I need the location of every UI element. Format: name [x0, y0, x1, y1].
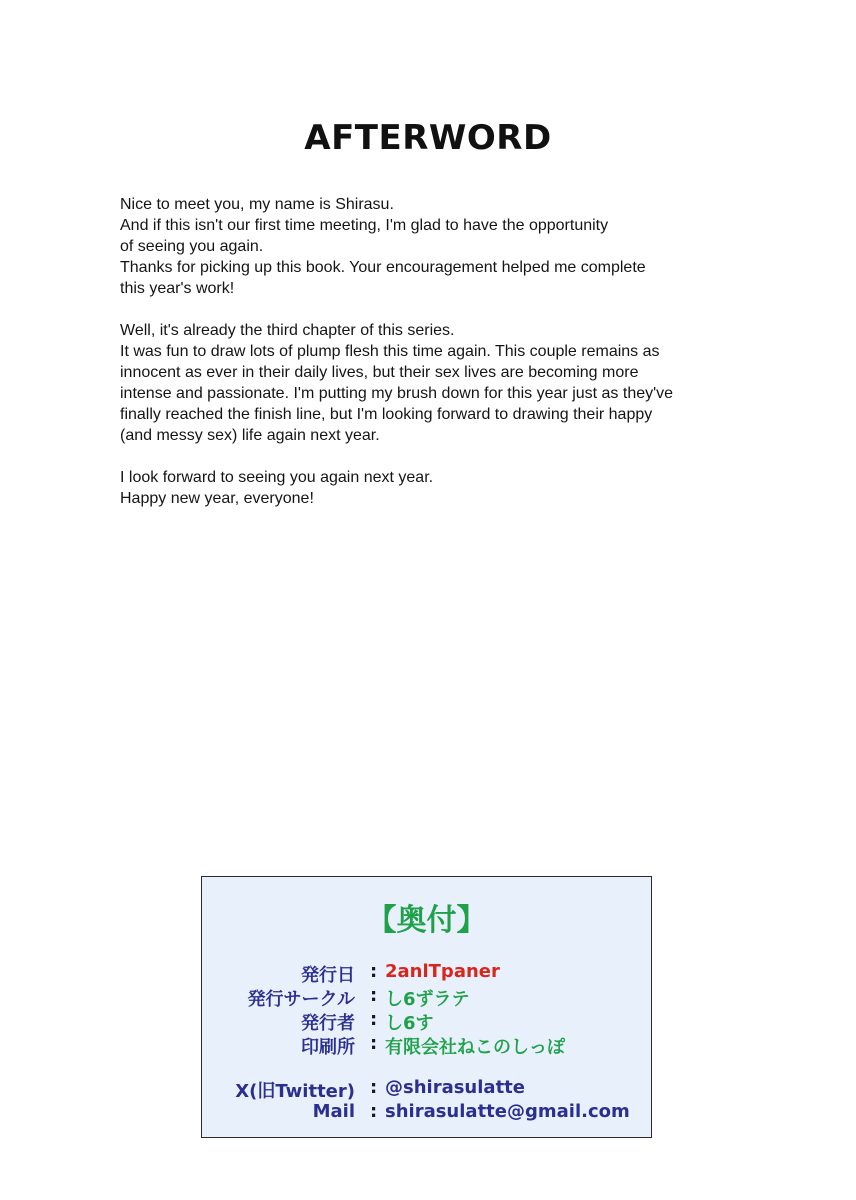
colophon-title: 【奥付】	[366, 903, 487, 938]
email-address: shirasulatte@gmail.com	[385, 1101, 630, 1122]
text-line: Thanks for picking up this book. Your encouragement helped me complete	[120, 259, 646, 276]
row-separator: :	[370, 1009, 378, 1030]
colophon-row-twitter	[202, 1077, 651, 1101]
text-line: innocent as ever in their daily lives, but their sex lives are becoming more	[120, 364, 639, 381]
text-line: this year's work!	[120, 280, 235, 297]
colophon-box	[201, 876, 652, 1138]
row-separator: :	[370, 1101, 378, 1122]
paragraph-1	[120, 194, 760, 299]
paragraph-3	[120, 467, 760, 509]
row-label: Mail	[312, 1101, 355, 1122]
colophon-row-printer	[202, 1033, 651, 1057]
twitter-handle: @shirasulatte	[385, 1077, 525, 1098]
row-label: 発行日	[301, 965, 355, 986]
text-line: Happy new year, everyone!	[120, 490, 314, 507]
text-line: I look forward to seeing you again next year.	[120, 469, 434, 486]
paragraph-2	[120, 320, 760, 446]
row-value: し6ずラテ	[385, 989, 470, 1010]
afterword-text	[120, 194, 760, 530]
row-value: 有限会社ねこのしっぽ	[385, 1037, 565, 1058]
row-label: X(旧Twitter)	[235, 1081, 355, 1102]
row-label: 発行サークル	[247, 989, 355, 1010]
colophon-row-circle	[202, 985, 651, 1009]
text-line: (and messy sex) life again next year.	[120, 427, 380, 444]
row-value: 2anlTpaner	[385, 961, 500, 982]
row-label: 印刷所	[301, 1037, 355, 1058]
colophon-row-publisher	[202, 1009, 651, 1033]
text-line: It was fun to draw lots of plump flesh this time again. This couple remains as	[120, 343, 660, 360]
text-line: finally reached the finish line, but I'm looking forward to drawing their happy	[120, 406, 653, 423]
row-separator: :	[370, 1033, 378, 1054]
row-separator: :	[370, 1077, 378, 1098]
text-line: And if this isn't our first time meeting, I'm glad to have the opportunity	[120, 217, 609, 234]
colophon-row-mail	[202, 1101, 651, 1125]
row-separator: :	[370, 961, 378, 982]
colophon-row-publish-date	[202, 961, 651, 985]
row-value: し6す	[385, 1013, 434, 1034]
row-separator: :	[370, 985, 378, 1006]
text-line: of seeing you again.	[120, 238, 264, 255]
text-line: Nice to meet you, my name is Shirasu.	[120, 196, 394, 213]
text-line: intense and passionate. I'm putting my brush down for this year just as they've	[120, 385, 674, 402]
text-line: Well, it's already the third chapter of this series.	[120, 322, 455, 339]
row-label: 発行者	[301, 1013, 355, 1034]
page-title: AFTERWORD	[304, 118, 552, 158]
